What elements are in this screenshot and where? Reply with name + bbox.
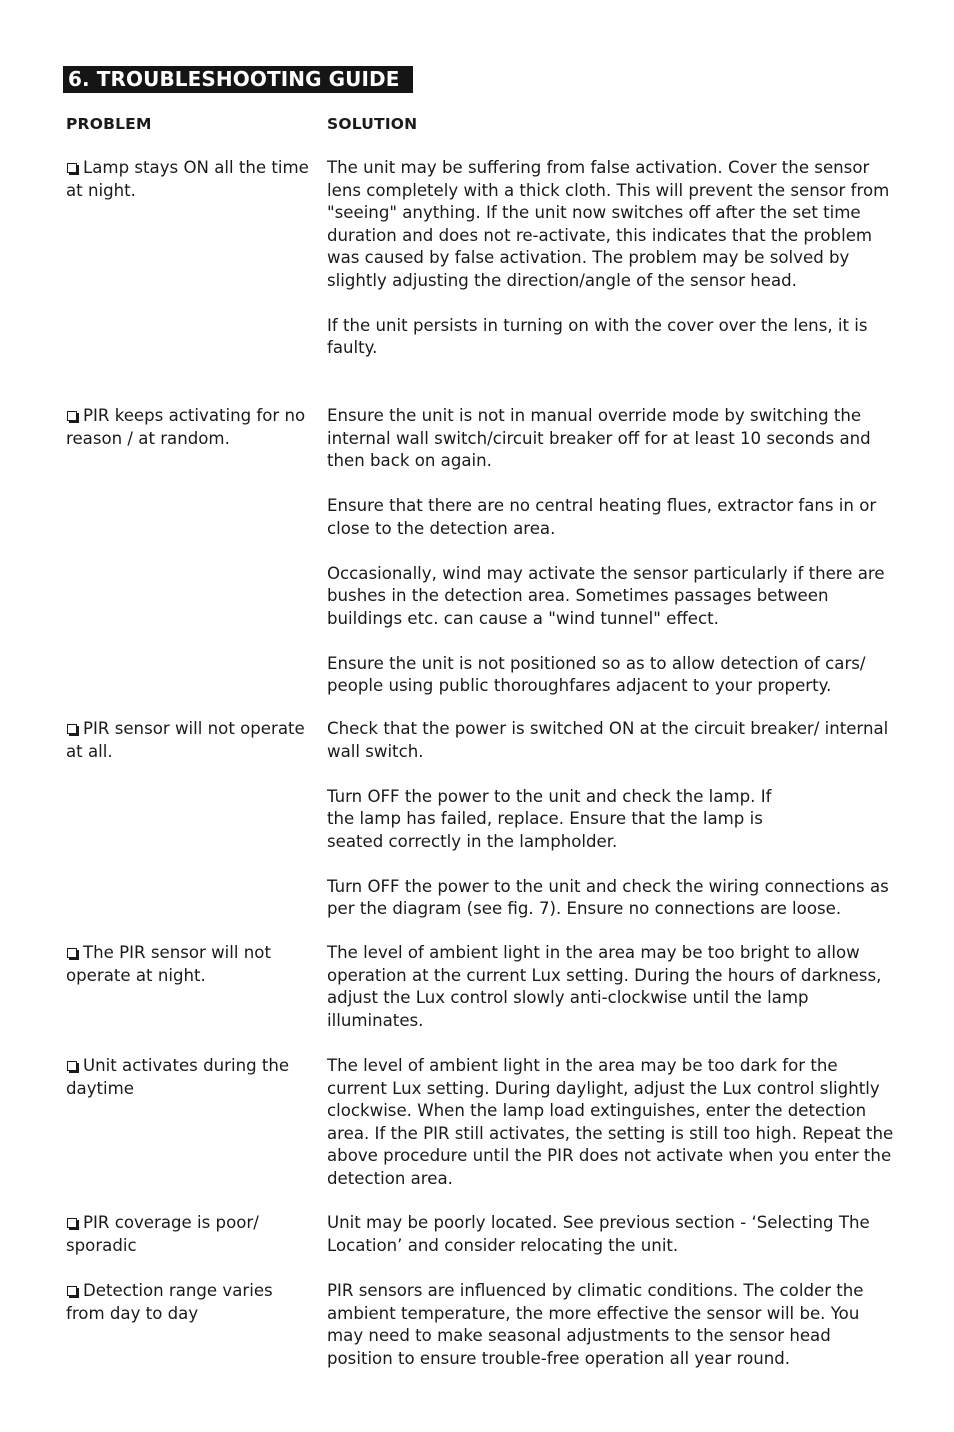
- problem-cell: [66, 1212, 311, 1257]
- solution-paragraph: Turn OFF the power to the unit and check the wiring connections as per the diagram (see fig. 7). Ensure no connections are loose.: [327, 876, 889, 918]
- solution-paragraph: The unit may be suffering from false activation. Cover the sensor lens completely with a thick cloth. This will prevent the sensor from "seeing" anything. If the unit now switches off after the set time duration and does not re-activate, this indicates that the problem was caused by false activation. The problem may be solved by slightly adjusting the direction/angle of the sensor head.: [327, 158, 890, 290]
- problem-cell: [66, 942, 311, 987]
- problem-text: Unit activates during the daytime: [66, 1056, 290, 1098]
- section-title: 6. TROUBLESHOOTING GUIDE: [63, 66, 413, 93]
- problem-text: PIR sensor will not operate at all.: [66, 719, 305, 761]
- solution-paragraph: Occasionally, wind may activate the sensor particularly if there are bushes in the detection area. Sometimes passages between buildings etc. can cause a "wind tunnel" effect.: [327, 563, 885, 628]
- problem-cell: [66, 1280, 311, 1325]
- solution-paragraph: Unit may be poorly located. See previous section - ‘Selecting The Location’ and consider relocating the unit.: [327, 1213, 870, 1255]
- solution-paragraph: Ensure the unit is not positioned so as to allow detection of cars/ people using public thoroughfares adjacent to your property.: [327, 653, 866, 695]
- solution-cell: [327, 1212, 897, 1257]
- problem-column-header: PROBLEM: [66, 115, 152, 133]
- solution-cell: [327, 718, 897, 921]
- solution-cell: [327, 1055, 897, 1190]
- problem-text: The PIR sensor will not operate at night.: [66, 943, 271, 985]
- problem-cell: [66, 718, 311, 763]
- solution-cell: [327, 157, 897, 360]
- problem-cell: [66, 405, 311, 450]
- solution-cell: [327, 942, 897, 1032]
- solution-paragraph: If the unit persists in turning on with the cover over the lens, it is faulty.: [327, 315, 868, 357]
- solution-column-header: SOLUTION: [327, 115, 418, 133]
- solution-paragraph: Ensure that there are no central heating flues, extractor fans in or close to the detection area.: [327, 496, 877, 538]
- checkbox-icon: [67, 1061, 77, 1071]
- problem-text: PIR keeps activating for no reason / at random.: [66, 406, 306, 448]
- problem-text: Detection range varies from day to day: [66, 1281, 273, 1323]
- problem-cell: [66, 157, 311, 202]
- checkbox-icon: [67, 948, 77, 958]
- checkbox-icon: [67, 724, 77, 734]
- problem-cell: [66, 1055, 311, 1100]
- problem-text: PIR coverage is poor/ sporadic: [66, 1213, 259, 1255]
- checkbox-icon: [67, 163, 77, 173]
- solution-paragraph: Turn OFF the power to the unit and check the lamp. If the lamp has failed, replace. Ensure that the lamp is seated correctly in the lampholder.: [327, 786, 772, 851]
- solution-paragraph: The level of ambient light in the area may be too dark for the current Lux setting. During daylight, adjust the Lux control slightly clockwise. When the lamp load extinguishes, enter the detection area. If the PIR still activates, the setting is still too high. Repeat the above procedure until the PIR does not activate when you enter the detection area.: [327, 1056, 894, 1188]
- solution-cell: [327, 405, 897, 698]
- checkbox-icon: [67, 1218, 77, 1228]
- solution-paragraph: Ensure the unit is not in manual override mode by switching the internal wall switch/circuit breaker off for at least 10 seconds and then back on again.: [327, 406, 871, 470]
- solution-paragraph: Check that the power is switched ON at the circuit breaker/ internal wall switch.: [327, 719, 889, 761]
- solution-paragraph: PIR sensors are influenced by climatic conditions. The colder the ambient temperature, the more effective the sensor will be. You may need to make seasonal adjustments to the sensor head position to ensure trouble-free operation all year round.: [327, 1281, 864, 1368]
- problem-text: Lamp stays ON all the time at night.: [66, 158, 309, 200]
- checkbox-icon: [67, 411, 77, 421]
- solution-cell: [327, 1280, 897, 1370]
- checkbox-icon: [67, 1286, 77, 1296]
- solution-paragraph: The level of ambient light in the area may be too bright to allow operation at the current Lux setting. During the hours of darkness, adjust the Lux control slowly anti-clockwise until the lamp illuminates.: [327, 943, 882, 1030]
